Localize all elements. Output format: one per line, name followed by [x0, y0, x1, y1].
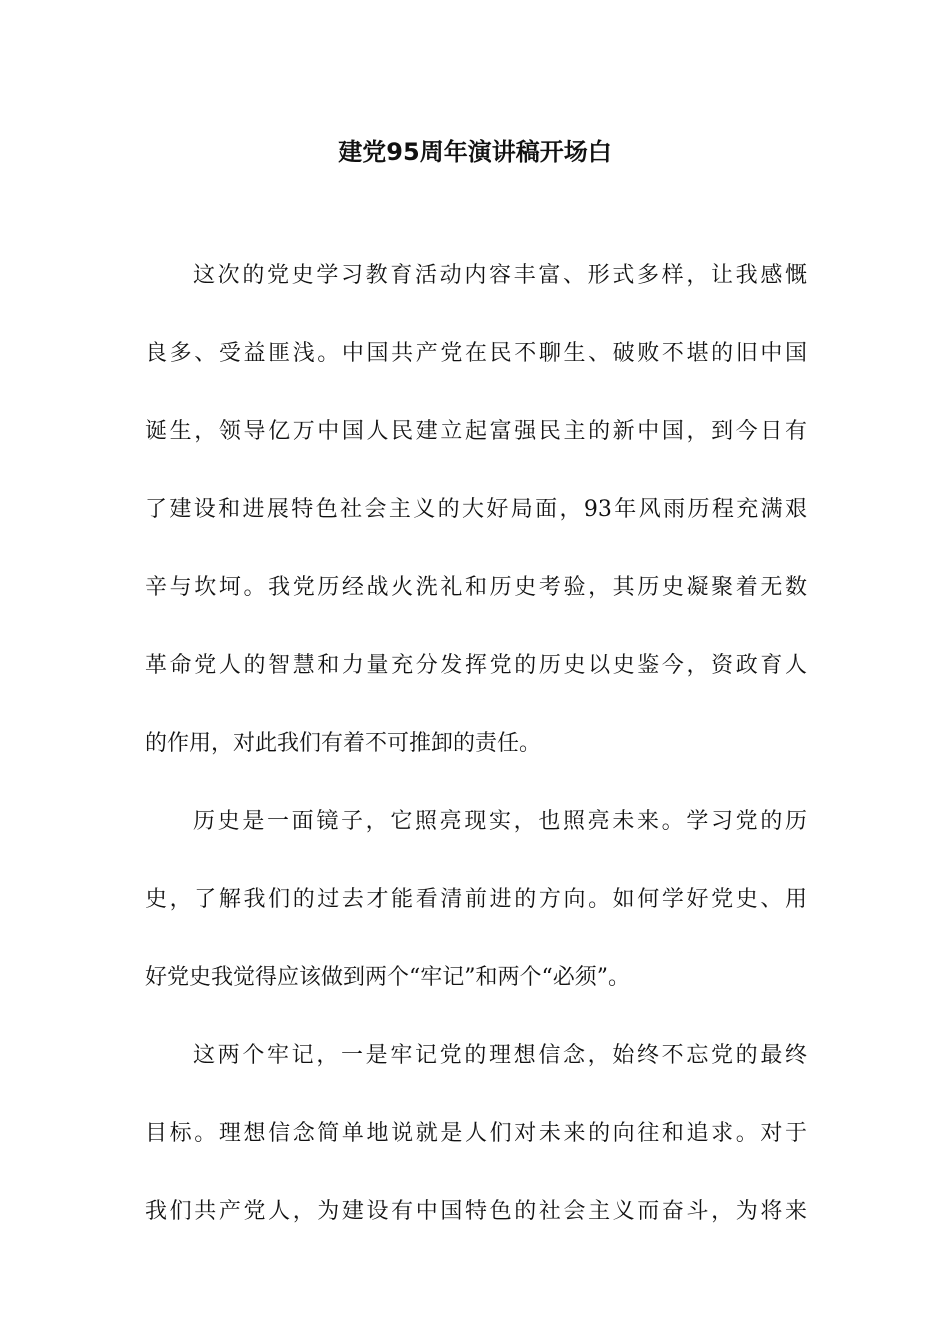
paragraph-line: 这次的党史学习教育活动内容丰富、形式多样，让我感慨 — [193, 263, 807, 288]
paragraph-line: 好党史我觉得应该做到两个“牢记”和两个“必须”。 — [145, 965, 630, 990]
paragraph-2 — [145, 802, 807, 997]
paragraph-1 — [145, 256, 807, 763]
paragraph-line: 的作用，对此我们有着不可推卸的责任。 — [145, 731, 542, 756]
paragraph-line: 历史是一面镜子，它照亮现实，也照亮未来。学习党的历 — [193, 809, 807, 834]
page-title: 建党95周年演讲稿开场白 — [338, 138, 612, 166]
paragraph-line: 目标。理想信念简单地说就是人们对未来的向往和追求。对于 — [145, 1121, 807, 1146]
paragraph-line: 革命党人的智慧和力量充分发挥党的历史以史鉴今，资政育人 — [145, 653, 807, 678]
paragraph-3 — [145, 1036, 807, 1231]
paragraph-line: 我们共产党人，为建设有中国特色的社会主义而奋斗，为将来 — [145, 1199, 807, 1224]
paragraph-line: 诞生，领导亿万中国人民建立起富强民主的新中国，到今日有 — [145, 419, 807, 444]
paragraph-line: 辛与坎坷。我党历经战火洗礼和历史考验，其历史凝聚着无数 — [145, 575, 807, 600]
paragraph-line: 史，了解我们的过去才能看清前进的方向。如何学好党史、用 — [145, 887, 807, 912]
document-body — [145, 256, 807, 1270]
paragraph-line: 良多、受益匪浅。中国共产党在民不聊生、破败不堪的旧中国 — [145, 341, 807, 366]
paragraph-line: 了建设和进展特色社会主义的大好局面，93年风雨历程充满艰 — [145, 497, 807, 522]
paragraph-line: 这两个牢记，一是牢记党的理想信念，始终不忘党的最终 — [193, 1043, 807, 1068]
